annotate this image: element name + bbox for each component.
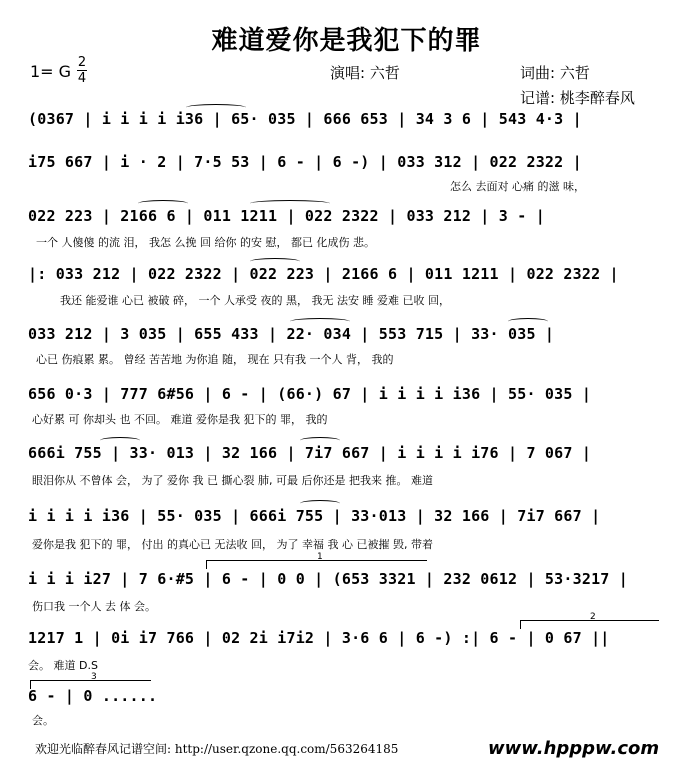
lyric-line-7: 眼泪你从 不曾体 会， 为了 爱你 我 已 撕心裂 肺, 可最 后你还是 把我来 推。 难道 bbox=[32, 474, 433, 487]
score-line-11: 6 - | 0 ...... bbox=[28, 687, 158, 705]
score-line-4: |: 033 212 | 022 2322 | 022 223 | 2166 6 | 011 1211 | 022 2322 | bbox=[28, 265, 619, 283]
slur-mark bbox=[100, 437, 140, 444]
lyric-line-6: 心好累 可 你却头 也 不回。 难道 爱你是我 犯下的 罪， 我的 bbox=[32, 413, 328, 426]
site-watermark: www.hpppw.com bbox=[488, 738, 660, 759]
composer-credit: 词曲: 六哲 bbox=[520, 64, 590, 82]
lyric-line-2: 怎么 去面对 心痛 的滋 味， bbox=[450, 180, 585, 193]
time-bottom: 4 bbox=[77, 71, 87, 86]
volta-3-bracket: 3 bbox=[30, 680, 151, 689]
slur-mark bbox=[290, 318, 350, 325]
score-line-1: (0367 | i i i i i36 | 65· 035 | 666 653 | 34 3 6 | 543 4·3 | bbox=[28, 110, 582, 128]
score-line-7: 666i 755 | 33· 013 | 32 166 | 7i7 667 | i i i i i76 | 7 067 | bbox=[28, 444, 592, 462]
lyric-line-3: 一个 人傻傻 的流 泪， 我怎 么挽 回 给你 的安 慰， 都已 化成伤 悲。 bbox=[36, 236, 375, 249]
lyric-line-9: 伤口我 一个人 去 体 会。 bbox=[32, 600, 156, 613]
volta-2-bracket: 2 bbox=[520, 620, 659, 629]
lyric-line-5: 心已 伤痕累 累。 曾经 苦苦地 为你追 随， 现在 只有我 一个人 背， 我的 bbox=[36, 353, 394, 366]
slur-mark bbox=[250, 200, 330, 207]
slur-mark bbox=[300, 437, 340, 444]
transcriber-credit: 记谱: 桃李醉春风 bbox=[520, 89, 635, 107]
score-line-3: 022 223 | 2166 6 | 011 1211 | 022 2322 | 033 212 | 3 - | bbox=[28, 207, 545, 225]
time-signature bbox=[77, 56, 87, 85]
slur-mark bbox=[186, 104, 246, 111]
key-signature: 1= G bbox=[30, 62, 72, 81]
time-top: 2 bbox=[77, 55, 87, 70]
lyric-line-4: 我还 能爱谁 心已 被破 碎， 一个 人承受 夜的 黑， 我无 法安 睡 爱难 已收 回， bbox=[60, 294, 450, 307]
singer-credit: 演唱: 六哲 bbox=[330, 64, 400, 82]
score-line-10: 1217 1 | 0i i7 766 | 02 2i i7i2 | 3·6 6 | 6 -) :| 6 - | 0 67 || bbox=[28, 629, 610, 647]
slur-mark bbox=[250, 258, 300, 265]
slur-mark bbox=[508, 318, 548, 325]
score-line-5: 033 212 | 3 035 | 655 433 | 22· 034 | 553 715 | 33· 035 | bbox=[28, 325, 555, 343]
score-line-8: i i i i i36 | 55· 035 | 666i 755 | 33·013 | 32 166 | 7i7 667 | bbox=[28, 507, 601, 525]
score-line-9: i i i i27 | 7 6·#5 | 6 - | 0 0 | (653 3321 | 232 0612 | 53·3217 | bbox=[28, 570, 628, 588]
lyric-line-11: 会。 bbox=[32, 714, 54, 727]
page-title: 难道爱你是我犯下的罪 bbox=[211, 26, 482, 56]
score-line-2: i75 667 | i · 2 | 7·5 53 | 6 - | 6 -) | 033 312 | 022 2322 | bbox=[28, 153, 582, 171]
footer-text: 欢迎光临醉春风记谱空间: http://user.qzone.qq.com/563264185 bbox=[35, 742, 399, 756]
slur-mark bbox=[300, 500, 340, 507]
slur-mark bbox=[138, 200, 188, 207]
score-line-6: 656 0·3 | 777 6#56 | 6 - | (66·) 67 | i i i i i36 | 55· 035 | bbox=[28, 385, 592, 403]
lyric-line-10: 会。 难道 D.S bbox=[28, 659, 98, 672]
lyric-line-8: 爱你是我 犯下的 罪， 付出 的真心已 无法收 回， 为了 幸福 我 心 已被摧 毁, 带着 bbox=[32, 538, 433, 551]
volta-1-bracket: 1 bbox=[206, 560, 427, 569]
